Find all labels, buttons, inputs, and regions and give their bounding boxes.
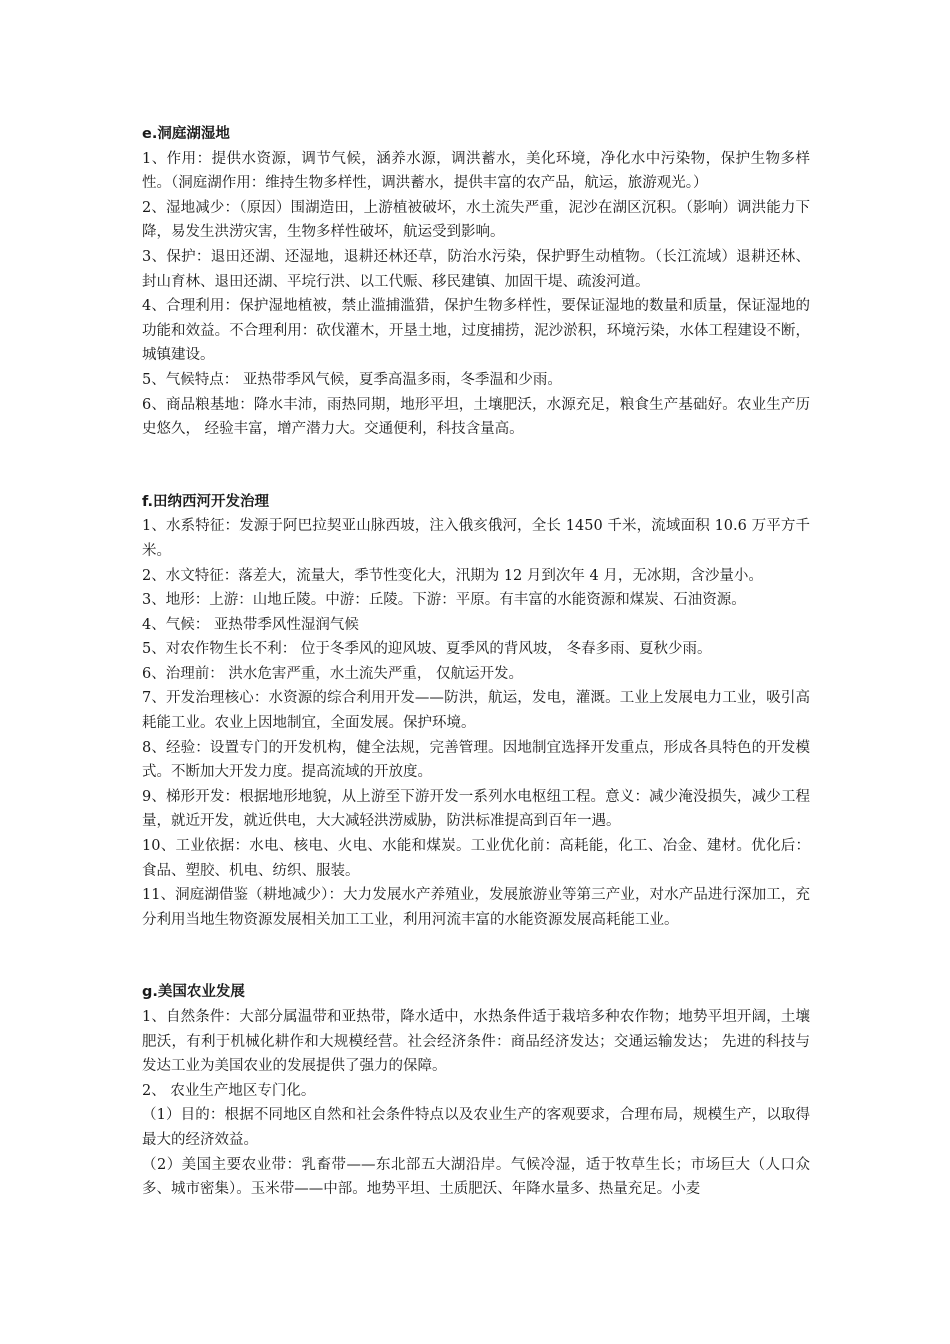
paragraph: 4、合理利用：保护湿地植被，禁止滥捕滥猎，保护生物多样性，要保证湿地的数量和质量，保证湿地的功能和效益。不合理利用：砍伐灌木，开垦土地，过度捕捞，泥沙淤积，环境污染，水体工程建设不断，城镇建设。: [142, 298, 810, 364]
paragraph: 6、治理前： 洪水危害严重，水土流失严重， 仅航运开发。: [142, 665, 523, 682]
paragraph: 6、商品粮基地：降水丰沛，雨热同期，地形平坦，土壤肥沃，水源充足，粮食生产基础好。农业生产历史悠久， 经验丰富，增产潜力大。交通便利，科技含量高。: [142, 396, 810, 438]
paragraph: （2）美国主要农业带：乳畜带——东北部五大湖沿岸。气候冷湿，适于牧草生长；市场巨大（人口众多、城市密集）。玉米带——中部。地势平坦、土质肥沃、年降水量多、热量充足。小麦: [142, 1156, 810, 1198]
paragraph: 1、自然条件：大部分属温带和亚热带，降水适中，水热条件适于栽培多种农作物；地势平坦开阔，土壤肥沃，有利于机械化耕作和大规模经营。社会经济条件：商品经济发达；交通运输发达； 先进的科技与发达工业为美国农业的发展提供了强力的保障。: [142, 1009, 810, 1075]
paragraph: （1）目的：根据不同地区自然和社会条件特点以及农业生产的客观要求，合理布局，规模生产，以取得最大的经济效益。: [142, 1107, 810, 1148]
paragraph: 3、保护：退田还湖、还湿地，退耕还林还草，防治水污染，保护野生动植物。（长江流域）退耕还林、封山育林、退田还湖、平垸行洪、以工代赈、移民建镇、加固干堤、疏浚河道。: [142, 248, 810, 290]
paragraph: 11、洞庭湖借鉴（耕地减少）：大力发展水产养殖业，发展旅游业等第三产业，对水产品进行深加工，充分利用当地生物资源发展相关加工工业，利用河流丰富的水能资源发展高耗能工业。: [142, 887, 810, 928]
paragraph: 5、气候特点： 亚热带季风气候，夏季高温多雨，冬季温和少雨。: [142, 371, 562, 388]
section-heading: e.洞庭湖湿地: [142, 126, 230, 142]
paragraph: 2、湿地减少：（原因）围湖造田，上游植被破坏，水土流失严重，泥沙在湖区沉积。（影响）调洪能力下降，易发生洪涝灾害，生物多样性破坏，航运受到影响。: [142, 199, 810, 241]
paragraph: 3、地形：上游：山地丘陵。中游：丘陵。下游：平原。有丰富的水能资源和煤炭、石油资源。: [142, 592, 746, 609]
paragraph: 4、气候： 亚热带季风性湿润气候: [142, 616, 359, 633]
paragraph: 2、 农业生产地区专门化。: [142, 1082, 316, 1099]
section-dongting-wetland: [142, 122, 810, 442]
paragraph: 5、对农作物生长不利： 位于冬季风的迎风坡、夏季风的背风坡， 冬春多雨、夏秋少雨。: [142, 641, 712, 658]
paragraph: 10、工业依据：水电、核电、火电、水能和煤炭。工业优化前：高耗能，化工、冶金、建材。优化后：食品、塑胶、机电、纺织、服装。: [142, 838, 810, 879]
section-heading: g.美国农业发展: [142, 984, 245, 1001]
document-page: [142, 122, 810, 1202]
paragraph: 2、水文特征：落差大，流量大，季节性变化大，汛期为 12 月到次年 4 月，无冰期，含沙量小。: [142, 567, 763, 584]
section-heading: f.田纳西河开发治理: [142, 493, 270, 510]
section-tennessee-river: [142, 490, 810, 933]
paragraph: 7、开发治理核心：水资源的综合利用开发——防洪，航运，发电，灌溉。工业上发展电力工业，吸引高耗能工业。农业上因地制宜，全面发展。保护环境。: [142, 690, 810, 732]
paragraph: 1、水系特征：发源于阿巴拉契亚山脉西坡，注入俄亥俄河，全长 1450 千米，流域面积 10.6 万平方千米。: [142, 518, 810, 559]
paragraph: 9、梯形开发：根据地形地貌，从上游至下游开发一系列水电枢纽工程。意义：减少淹没损失，减少工程量，就近开发，就近供电，大大减轻洪涝威胁，防洪标准提高到百年一遇。: [142, 788, 810, 830]
paragraph: 1、作用：提供水资源，调节气候，涵养水源，调洪蓄水，美化环境，净化水中污染物，保护生物多样性。（洞庭湖作用：维持生物多样性，调洪蓄水，提供丰富的农产品，航运，旅游观光。）: [142, 150, 810, 192]
section-us-agriculture: [142, 980, 810, 1201]
paragraph: 8、经验：设置专门的开发机构，健全法规，完善管理。因地制宜选择开发重点，形成各具特色的开发模式。不断加大开发力度。提高流域的开放度。: [142, 739, 810, 781]
